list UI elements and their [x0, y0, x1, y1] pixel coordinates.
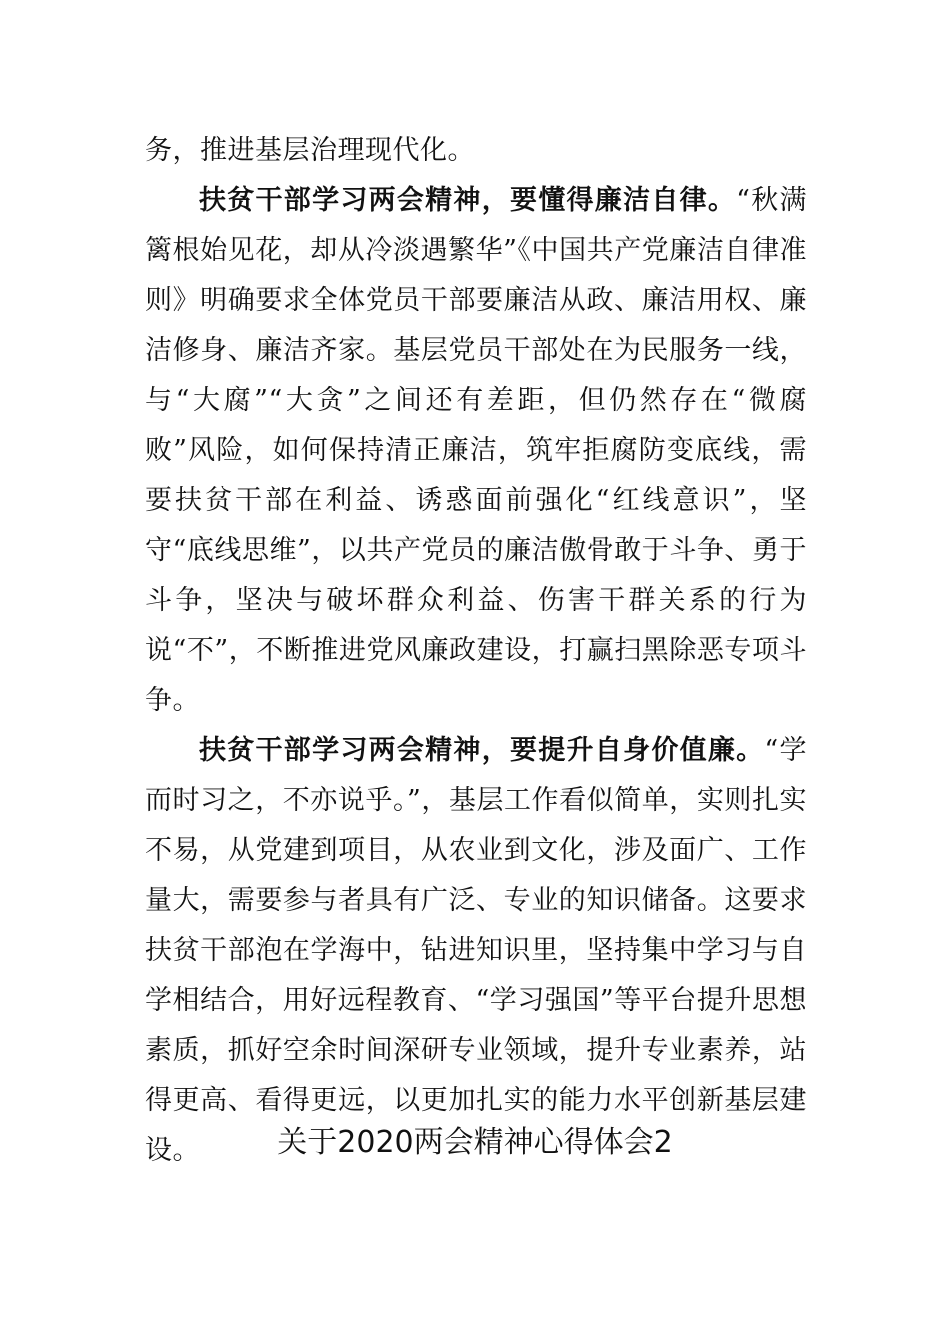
- paragraph-self-improvement: [145, 726, 807, 1176]
- paragraph-continuation: [145, 126, 807, 176]
- paragraph-body: 务，推进基层治理现代化。: [145, 135, 475, 166]
- section-heading: 关于2020两会精神心得体会2: [277, 1125, 673, 1160]
- paragraph-body: “秋满篱根始见花，却从冷淡遇繁华”《中国共产党廉洁自律准则》明确要求全体党员干部要廉洁从政、廉洁用权、廉洁修身、廉洁齐家。基层党员干部处在为民服务一线，与“大腐”“大贪”之间还有差距，但仍然存在“微腐败”风险，如何保持清正廉洁，筑牢拒腐防变底线，需要扶贫干部在利益、诱惑面前强化“红线意识”，坚守“底线思维”，以共产党员的廉洁傲骨敢于斗争、勇于斗争，坚决与破坏群众利益、伤害干群关系的行为说“不”，不断推进党风廉政建设，打赢扫黑除恶专项斗争。: [145, 185, 808, 716]
- paragraph-lead: 扶贫干部学习两会精神，要懂得廉洁自律。: [199, 185, 737, 216]
- paragraph-lead: 扶贫干部学习两会精神，要提升自身价值廉。: [199, 735, 765, 766]
- paragraph-integrity: [145, 176, 807, 726]
- paragraph-body: “学而时习之，不亦说乎。”，基层工作看似简单，实则扎实不易，从党建到项目，从农业到文化，涉及面广、工作量大，需要参与者具有广泛、专业的知识储备。这要求扶贫干部泡在学海中，钻进知识里，坚持集中学习与自学相结合，用好远程教育、“学习强国”等平台提升思想素质，抓好空余时间深研专业领域，提升专业素养，站得更高、看得更远，以更加扎实的能力水平创新基层建设。: [145, 735, 807, 1166]
- document-body: [145, 126, 807, 1176]
